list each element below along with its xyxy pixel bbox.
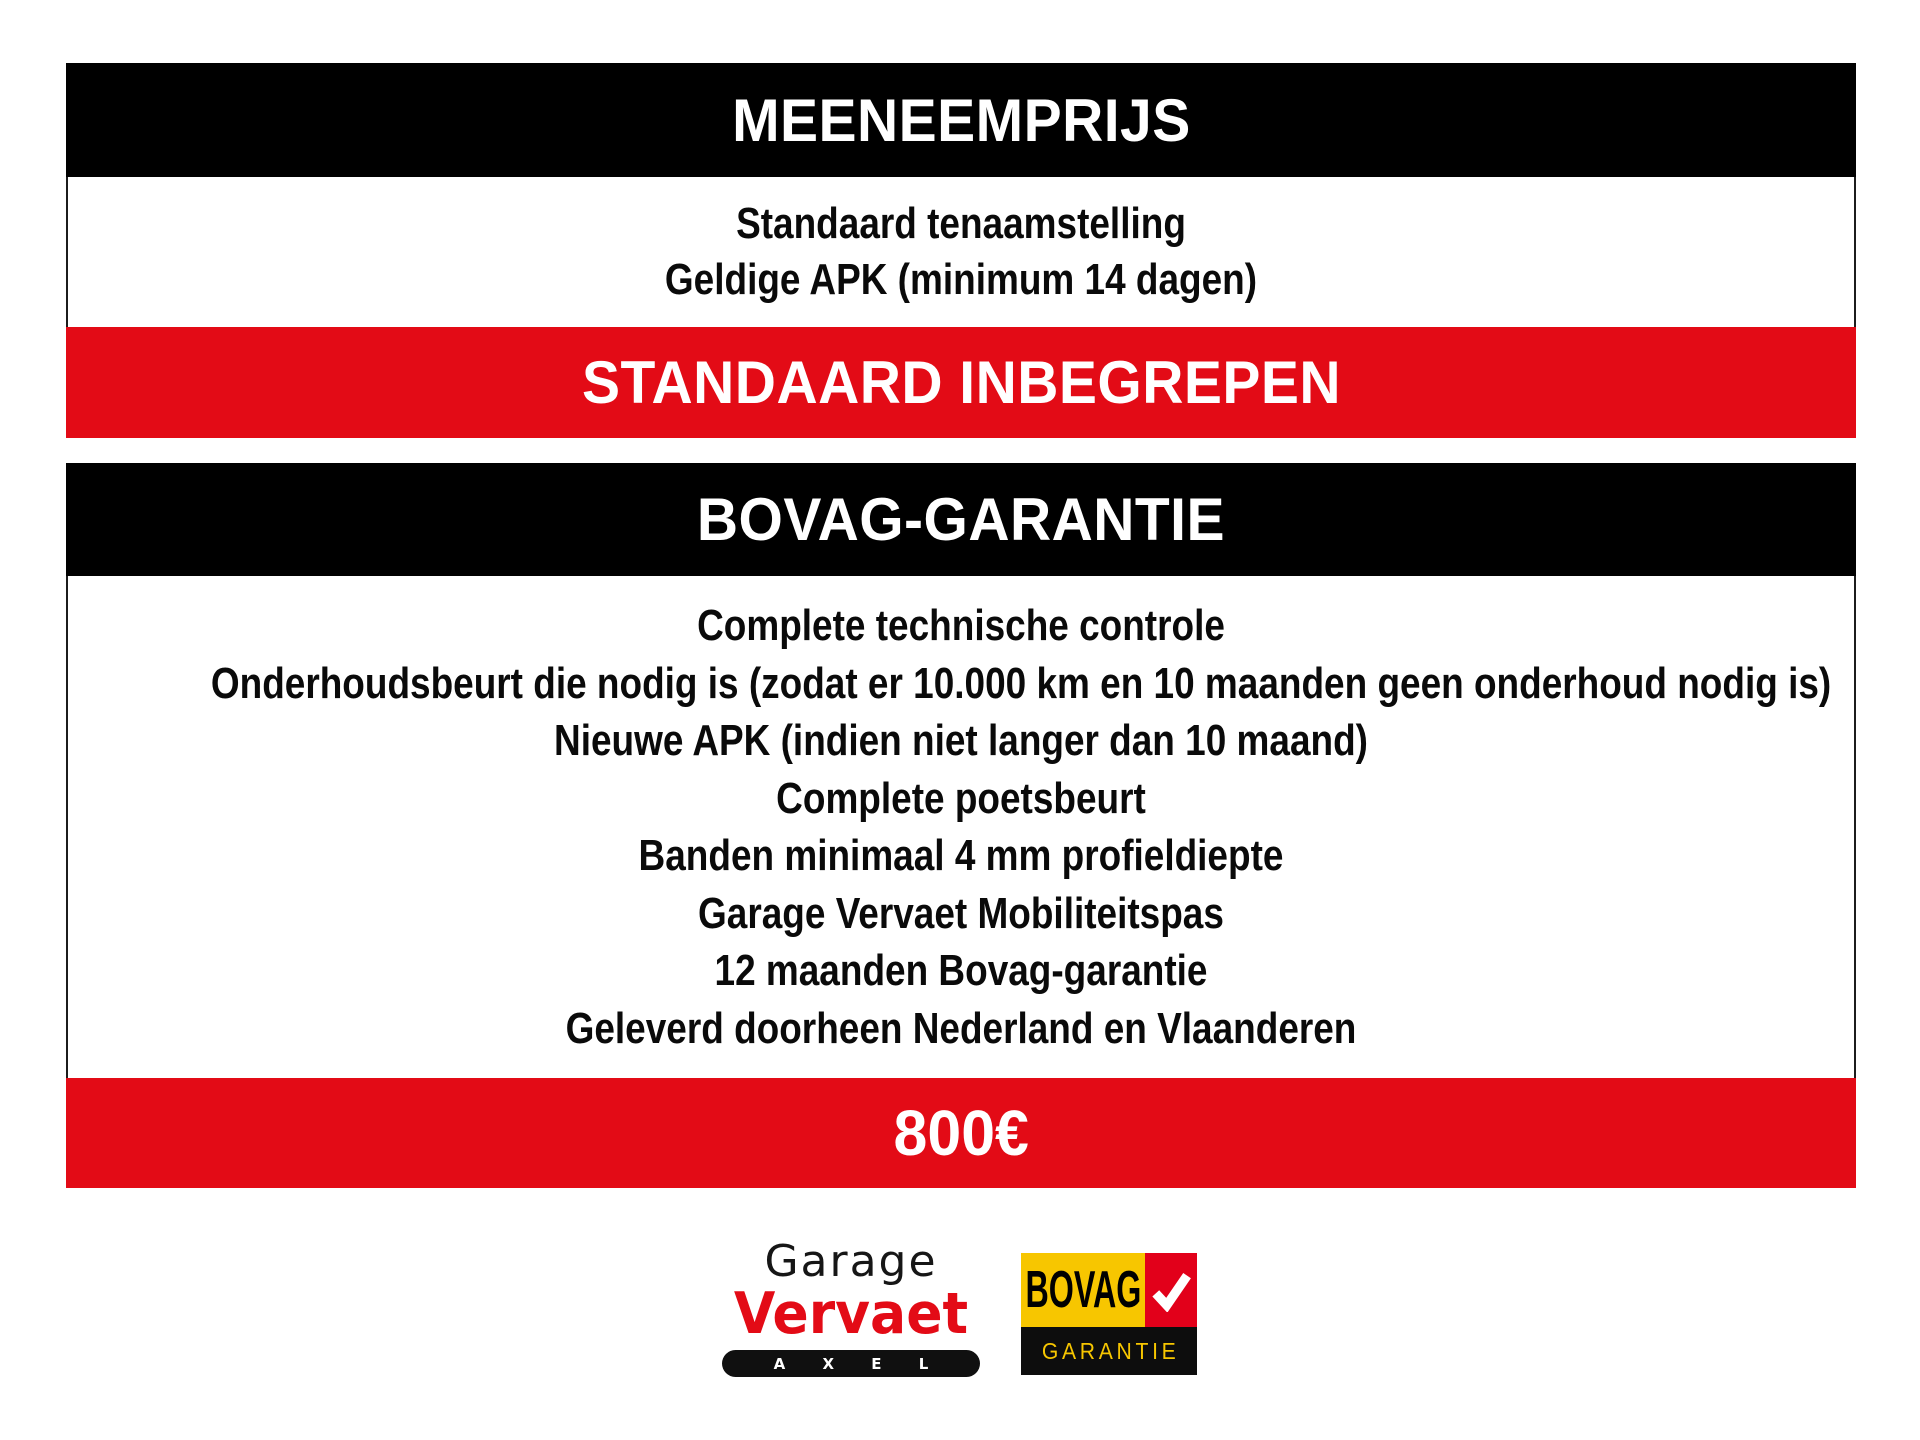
bovag-garantie-logo bbox=[1021, 1253, 1197, 1375]
warranty-item: Complete poetsbeurt bbox=[776, 773, 1146, 823]
warranty-item: Onderhoudsbeurt die nodig is (zodat er 10.000 km en 10 maanden geen onderhoud nodig is) bbox=[210, 658, 1832, 708]
garage-vervaet-logo bbox=[722, 1236, 980, 1377]
standaard-inbegrepen-bar bbox=[66, 327, 1856, 438]
warranty-item: Garage Vervaet Mobiliteitspas bbox=[698, 888, 1224, 938]
bovag-brand-text: BOVAG bbox=[1025, 1261, 1141, 1319]
warranty-item: 12 maanden Bovag-garantie bbox=[714, 946, 1208, 995]
warranty-item: Nieuwe APK (indien niet langer dan 10 maand) bbox=[554, 716, 1368, 765]
bovag-check-icon bbox=[1149, 1268, 1193, 1312]
garage-logo-top-text: Garage bbox=[764, 1236, 938, 1287]
meeneemprijs-conditions bbox=[66, 177, 1856, 327]
bovag-logo-red-cell bbox=[1145, 1253, 1197, 1327]
axel-badge-label: A X E L bbox=[773, 1354, 945, 1373]
bovag-caption-text: GARANTIE bbox=[1042, 1337, 1180, 1364]
warranty-item: Banden minimaal 4 mm profieldiepte bbox=[638, 831, 1284, 880]
garage-logo-name-text: Vervaet bbox=[733, 1281, 969, 1347]
price-value: 800€ bbox=[893, 1097, 1029, 1169]
bovag-garantie-section bbox=[66, 463, 1856, 1188]
standaard-inbegrepen-label: STANDAARD INBEGREPEN bbox=[581, 349, 1341, 416]
bovag-logo-yellow-cell bbox=[1021, 1253, 1145, 1327]
condition-line: Standaard tenaamstelling bbox=[736, 199, 1186, 248]
bovag-garantie-title: BOVAG-GARANTIE bbox=[696, 486, 1226, 553]
price-bar bbox=[66, 1078, 1856, 1188]
warranty-item: Complete technische controle bbox=[697, 601, 1225, 650]
bovag-garantie-header-bar bbox=[66, 463, 1856, 576]
axel-badge bbox=[722, 1350, 980, 1377]
warranty-item: Geleverd doorheen Nederland en Vlaanderen bbox=[565, 1003, 1357, 1053]
meeneemprijs-header-bar bbox=[66, 63, 1856, 177]
meeneemprijs-title: MEENEEMPRIJS bbox=[731, 86, 1191, 154]
bovag-garantie-items bbox=[66, 576, 1856, 1078]
condition-line: Geldige APK (minimum 14 dagen) bbox=[664, 255, 1258, 304]
bovag-logo-caption-bar bbox=[1021, 1327, 1197, 1375]
meeneemprijs-section bbox=[66, 63, 1856, 438]
bovag-logo-top bbox=[1021, 1253, 1197, 1327]
